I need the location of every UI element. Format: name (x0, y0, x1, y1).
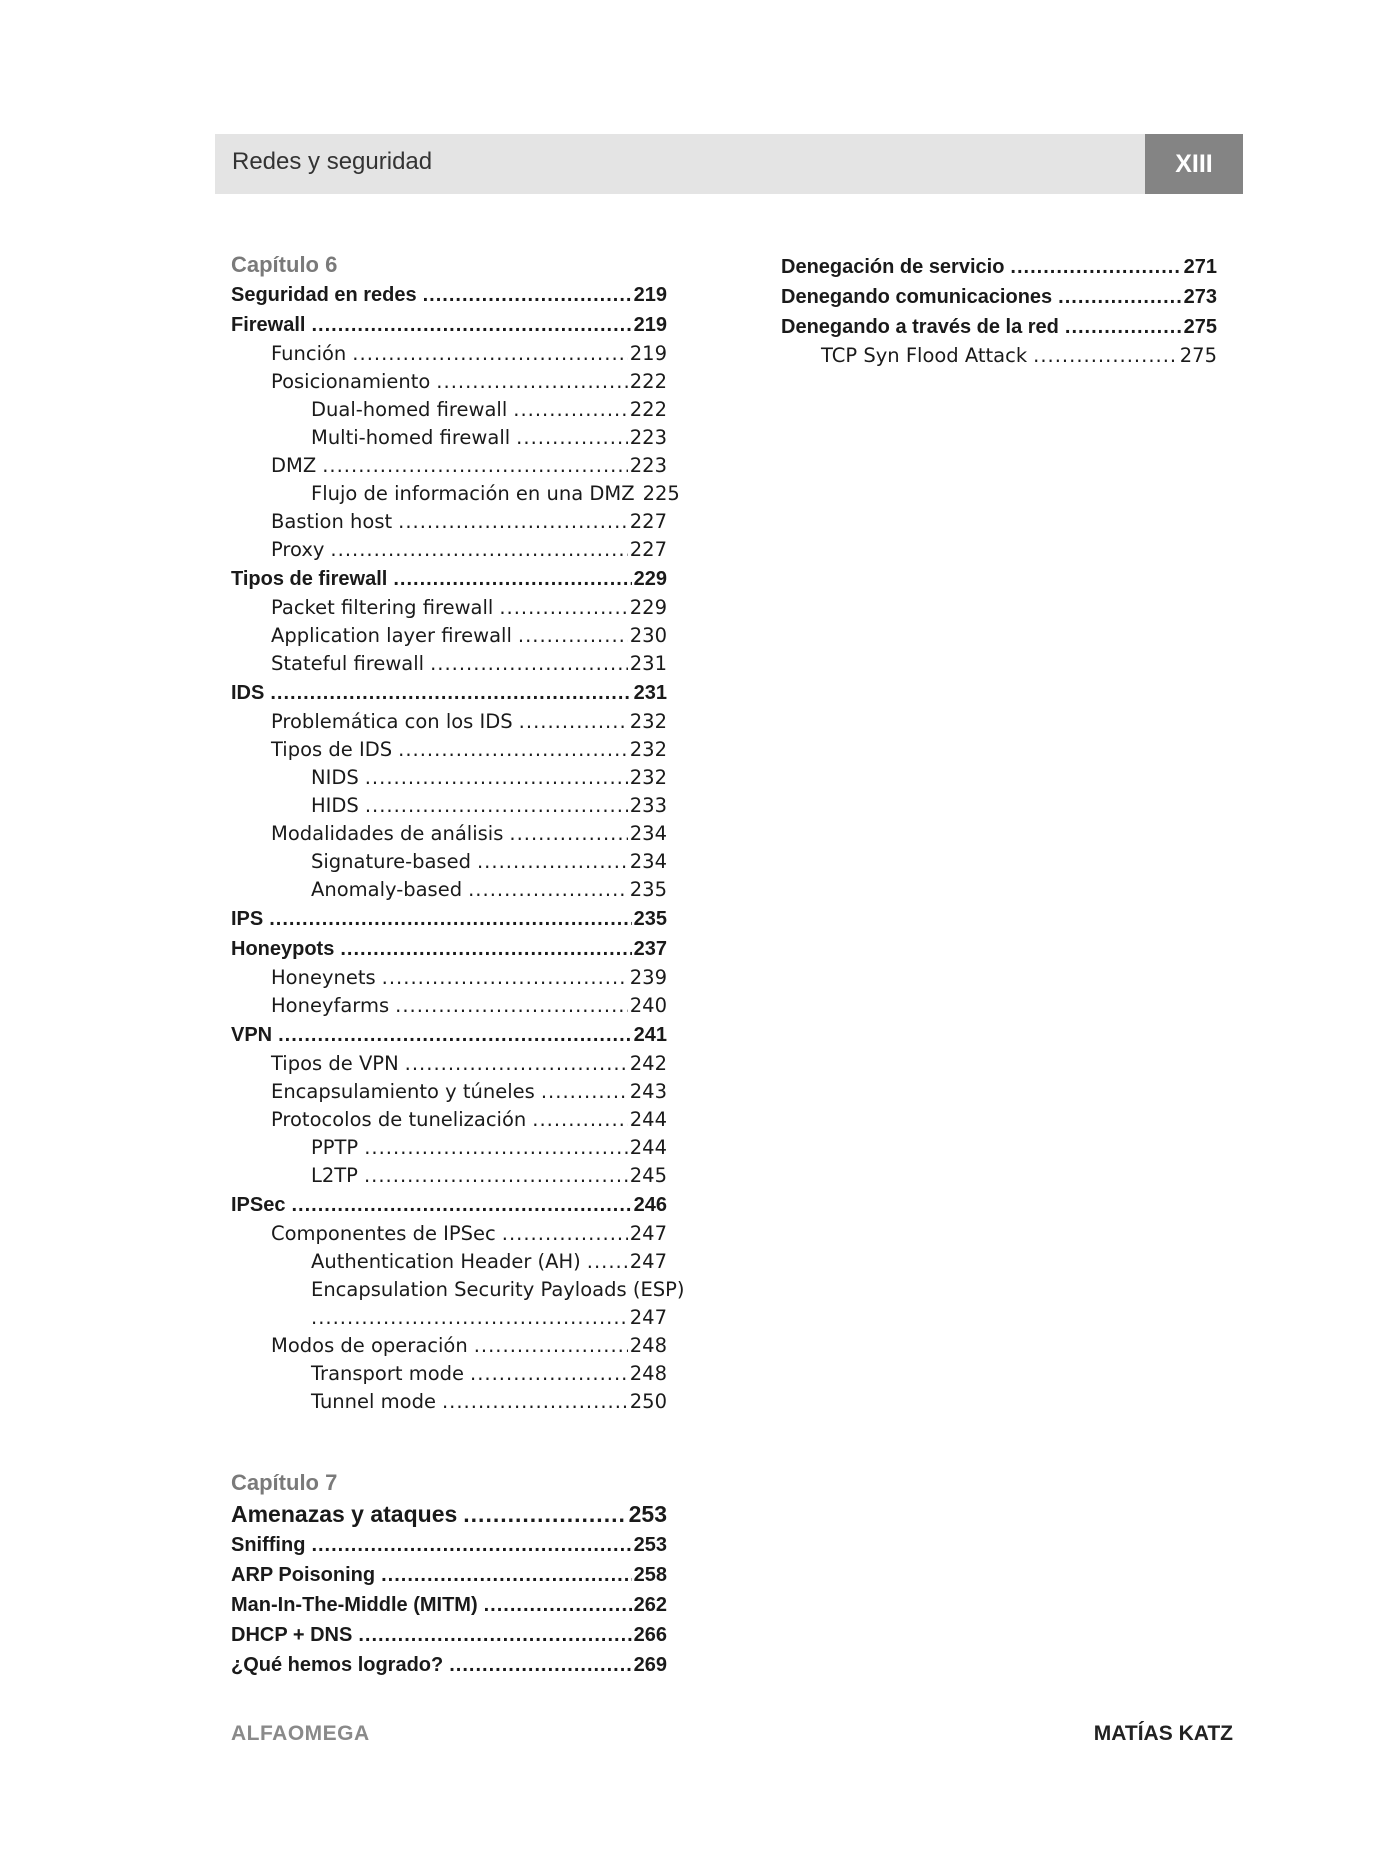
toc-entry-title: Función (271, 342, 347, 365)
toc-entry (231, 564, 667, 594)
toc-entry (231, 622, 667, 650)
toc-entry-page: 258 (633, 1564, 667, 1586)
chapter-7-entries (231, 1498, 667, 1680)
toc-entry-title: Tunnel mode (311, 1390, 436, 1413)
toc-entry-title: Seguridad en redes (231, 284, 417, 306)
toc-entry-page: 219 (633, 314, 667, 336)
toc-entry-title: IPSec (231, 1194, 286, 1216)
dot-leader (352, 340, 627, 368)
toc-entry (231, 1304, 667, 1332)
dot-leader (382, 964, 628, 992)
toc-entry-page: 271 (1183, 256, 1217, 278)
toc-entry-page: 231 (633, 682, 667, 704)
toc-entry-title: Modos de operación (271, 1334, 468, 1357)
toc-entry-title: Sniffing (231, 1534, 306, 1556)
toc-entry-title: IPS (231, 908, 264, 930)
dot-leader (1033, 342, 1178, 370)
toc-entry-page: 275 (1183, 316, 1217, 338)
toc-entry-page: 229 (629, 596, 667, 619)
toc-entry-page: 262 (633, 1594, 667, 1616)
running-header (215, 134, 1243, 194)
toc-entry (231, 1106, 667, 1134)
dot-leader (1010, 252, 1181, 282)
toc-entry (231, 848, 667, 876)
toc-entry-title: Encapsulation Security Payloads (ESP) (311, 1278, 685, 1301)
toc-entry-title: Tipos de IDS (271, 738, 393, 761)
dot-leader (519, 708, 628, 736)
toc-entry-page: 223 (629, 426, 667, 449)
toc-entry-page: 243 (629, 1080, 667, 1103)
dot-leader (340, 934, 631, 964)
toc-entry-page: 248 (629, 1362, 667, 1385)
toc-entry-page: 275 (1179, 344, 1217, 367)
dot-leader (468, 876, 628, 904)
toc-entry (231, 1360, 667, 1388)
toc-entry-page: 222 (629, 370, 667, 393)
toc-entry-page: 244 (629, 1136, 667, 1159)
toc-entry (231, 340, 667, 368)
toc-entry (231, 508, 667, 536)
toc-entry-page: 244 (629, 1108, 667, 1131)
toc-entry-page: 247 (629, 1222, 667, 1245)
toc-entry (231, 396, 667, 424)
toc-entry-page: 229 (633, 568, 667, 590)
dot-leader (484, 1590, 632, 1620)
dot-leader (463, 1498, 626, 1530)
toc-entry-title: Honeypots (231, 938, 335, 960)
dot-leader (270, 678, 631, 708)
toc-entry-title: DMZ (271, 454, 317, 477)
toc-entry (231, 736, 667, 764)
toc-entry (231, 904, 667, 934)
toc-entry (231, 1020, 667, 1050)
toc-entry-title: Honeyfarms (271, 994, 390, 1017)
toc-entry-page: 227 (629, 538, 667, 561)
toc-entry-page: 235 (629, 878, 667, 901)
toc-entry-title: Modalidades de análisis (271, 822, 504, 845)
toc-entry-title: L2TP (311, 1164, 358, 1187)
toc-entry-page: 246 (633, 1194, 667, 1216)
dot-leader (395, 992, 628, 1020)
toc-entry (231, 650, 667, 678)
dot-leader (509, 820, 627, 848)
dot-leader (477, 848, 628, 876)
toc-entry (781, 282, 1217, 312)
toc-entry-page: 233 (629, 794, 667, 817)
toc-entry-title: HIDS (311, 794, 359, 817)
toc-entry-title: Flujo de información en una DMZ (311, 482, 635, 505)
toc-entry-page: 247 (629, 1250, 667, 1273)
toc-entry-page: 232 (629, 738, 667, 761)
dot-leader (311, 310, 631, 340)
dot-leader (423, 280, 632, 310)
dot-leader (436, 368, 627, 396)
toc-entry (231, 1530, 667, 1560)
toc-entry-page: 253 (628, 1501, 667, 1527)
toc-entry (231, 1498, 667, 1530)
dot-leader (364, 1162, 628, 1190)
toc-entry-title: Amenazas y ataques (231, 1501, 458, 1527)
toc-entry-page: 273 (1183, 286, 1217, 308)
dot-leader (381, 1560, 632, 1590)
chapter-6-entries (231, 280, 685, 1416)
toc-entry-title: Componentes de IPSec (271, 1222, 496, 1245)
toc-entry-title: Packet filtering firewall (271, 596, 494, 619)
toc-entry-page: 239 (629, 966, 667, 989)
dot-leader (587, 1248, 628, 1276)
toc-entry-title: Problemática con los IDS (271, 710, 513, 733)
toc-entry-title: Multi-homed firewall (311, 426, 511, 449)
toc-entry-title: Tipos de VPN (271, 1052, 399, 1075)
toc-entry-page: 232 (629, 710, 667, 733)
dot-leader (393, 564, 631, 594)
toc-entry-title: Signature-based (311, 850, 471, 873)
toc-entry (231, 1276, 685, 1304)
toc-entry-title: IDS (231, 682, 265, 704)
toc-entry-page: 250 (629, 1390, 667, 1413)
toc-entry-page: 237 (633, 938, 667, 960)
dot-leader (269, 904, 631, 934)
toc-entry-title: Transport mode (311, 1362, 465, 1385)
chapter-6-label: Capítulo 6 (231, 252, 338, 277)
toc-entry (231, 1388, 667, 1416)
dot-leader (1058, 282, 1181, 312)
toc-entry-title: Bastion host (271, 510, 393, 533)
dot-leader (405, 1050, 628, 1078)
toc-entry (231, 1190, 667, 1220)
toc-entry-title: Anomaly-based (311, 878, 463, 901)
continued-entries (781, 252, 1217, 370)
dot-leader (278, 1020, 632, 1050)
toc-entry-page: 235 (633, 908, 667, 930)
toc-entry-page: 223 (629, 454, 667, 477)
toc-entry-page: 253 (633, 1534, 667, 1556)
toc-entry (231, 678, 667, 708)
toc-entry (231, 368, 667, 396)
toc-entry-page: 269 (633, 1654, 667, 1676)
toc-entry-title: Proxy (271, 538, 325, 561)
dot-leader (398, 508, 628, 536)
toc-entry-title: ¿Qué hemos logrado? (231, 1654, 444, 1676)
toc-entry-page: 231 (629, 652, 667, 675)
dot-leader (442, 1388, 628, 1416)
toc-entry (231, 280, 667, 310)
toc-entry-page: 234 (629, 850, 667, 873)
toc-entry (231, 1050, 667, 1078)
dot-leader (430, 650, 628, 678)
dot-leader (364, 1134, 628, 1162)
dot-leader (311, 1530, 631, 1560)
toc-entry-page: 225 (642, 482, 680, 505)
toc-entry-title: ARP Poisoning (231, 1564, 376, 1586)
toc-entry (231, 934, 667, 964)
toc-entry (231, 1248, 667, 1276)
toc-entry (231, 792, 667, 820)
toc-entry-page: 248 (629, 1334, 667, 1357)
toc-entry-title: Protocolos de tunelización (271, 1108, 527, 1131)
dot-leader (449, 1650, 631, 1680)
dot-leader (499, 594, 627, 622)
toc-entry (231, 876, 667, 904)
toc-entry-title: Dual-homed firewall (311, 398, 508, 421)
toc-entry-page: 247 (629, 1306, 667, 1329)
toc-entry (231, 1134, 667, 1162)
toc-entry-page: 219 (629, 342, 667, 365)
chapter-7-label: Capítulo 7 (231, 1470, 338, 1495)
publisher-logo: ALFAOMEGA (231, 1722, 370, 1745)
toc-entry-page: 245 (629, 1164, 667, 1187)
toc-entry-title: Encapsulamiento y túneles (271, 1080, 535, 1103)
toc-entry (781, 312, 1217, 342)
toc-entry-title: NIDS (311, 766, 359, 789)
toc-entry (231, 1620, 667, 1650)
toc-entry-title: Man-In-The-Middle (MITM) (231, 1594, 478, 1616)
toc-entry (231, 594, 667, 622)
chapter-gap (231, 1416, 667, 1468)
dot-leader (358, 1620, 631, 1650)
dot-leader (518, 622, 628, 650)
toc-entry (231, 964, 667, 992)
toc-entry-page: 266 (633, 1624, 667, 1646)
section-title: Redes y seguridad (232, 148, 433, 175)
toc-entry (231, 536, 667, 564)
toc-entry (231, 1560, 667, 1590)
toc-entry (231, 1162, 667, 1190)
toc-entry-page: 227 (629, 510, 667, 533)
toc-entry (781, 342, 1217, 370)
toc-entry-title: TCP Syn Flood Attack (821, 344, 1028, 367)
toc-entry-page: 234 (629, 822, 667, 845)
toc-entry-title: VPN (231, 1024, 273, 1046)
toc-entry-page: 240 (629, 994, 667, 1017)
toc-entry-page: 232 (629, 766, 667, 789)
toc-entry (231, 310, 667, 340)
dot-leader (311, 1304, 628, 1332)
toc-entry-page: 241 (633, 1024, 667, 1046)
toc-entry (231, 452, 667, 480)
dot-leader (513, 396, 628, 424)
toc-entry (231, 1650, 667, 1680)
dot-leader (474, 1332, 628, 1360)
toc-entry-title: Denegando comunicaciones (781, 286, 1053, 308)
dot-leader (541, 1078, 628, 1106)
toc-entry-page: 242 (629, 1052, 667, 1075)
toc-entry (231, 1078, 667, 1106)
toc-entry-title: Denegación de servicio (781, 256, 1005, 278)
dot-leader (398, 736, 628, 764)
toc-entry-title: Posicionamiento (271, 370, 431, 393)
toc-entry-title: Tipos de firewall (231, 568, 388, 590)
toc-entry-title: Stateful firewall (271, 652, 425, 675)
dot-leader (365, 792, 628, 820)
toc-entry-title: Application layer firewall (271, 624, 512, 647)
toc-entry (231, 1332, 667, 1360)
dot-leader (516, 424, 628, 452)
toc-entry-title: PPTP (311, 1136, 359, 1159)
toc-entry-title: Honeynets (271, 966, 376, 989)
dot-leader (291, 1190, 631, 1220)
dot-leader (470, 1360, 628, 1388)
dot-leader (322, 452, 628, 480)
dot-leader (365, 764, 628, 792)
toc-entry (231, 480, 680, 508)
toc-right-column (781, 252, 1217, 370)
toc-entry (231, 708, 667, 736)
toc-entry (231, 820, 667, 848)
toc-entry-title: Authentication Header (AH) (311, 1250, 581, 1273)
toc-entry-page: 230 (629, 624, 667, 647)
dot-leader (502, 1220, 628, 1248)
author-name: MATÍAS KATZ (1093, 1722, 1233, 1745)
toc-entry (231, 992, 667, 1020)
toc-entry (781, 252, 1217, 282)
toc-entry (231, 424, 667, 452)
toc-entry-page: 219 (633, 284, 667, 306)
toc-entry (231, 1220, 667, 1248)
toc-entry-title: DHCP + DNS (231, 1624, 353, 1646)
toc-entry-title: Denegando a través de la red (781, 316, 1059, 338)
toc-entry (231, 764, 667, 792)
toc-entry (231, 1590, 667, 1620)
toc-entry-title: Firewall (231, 314, 306, 336)
toc-left-column (231, 250, 685, 1680)
dot-leader (330, 536, 627, 564)
toc-entry-page: 222 (629, 398, 667, 421)
dot-leader (532, 1106, 628, 1134)
dot-leader (1065, 312, 1182, 342)
page-number-box: XIII (1145, 134, 1243, 194)
